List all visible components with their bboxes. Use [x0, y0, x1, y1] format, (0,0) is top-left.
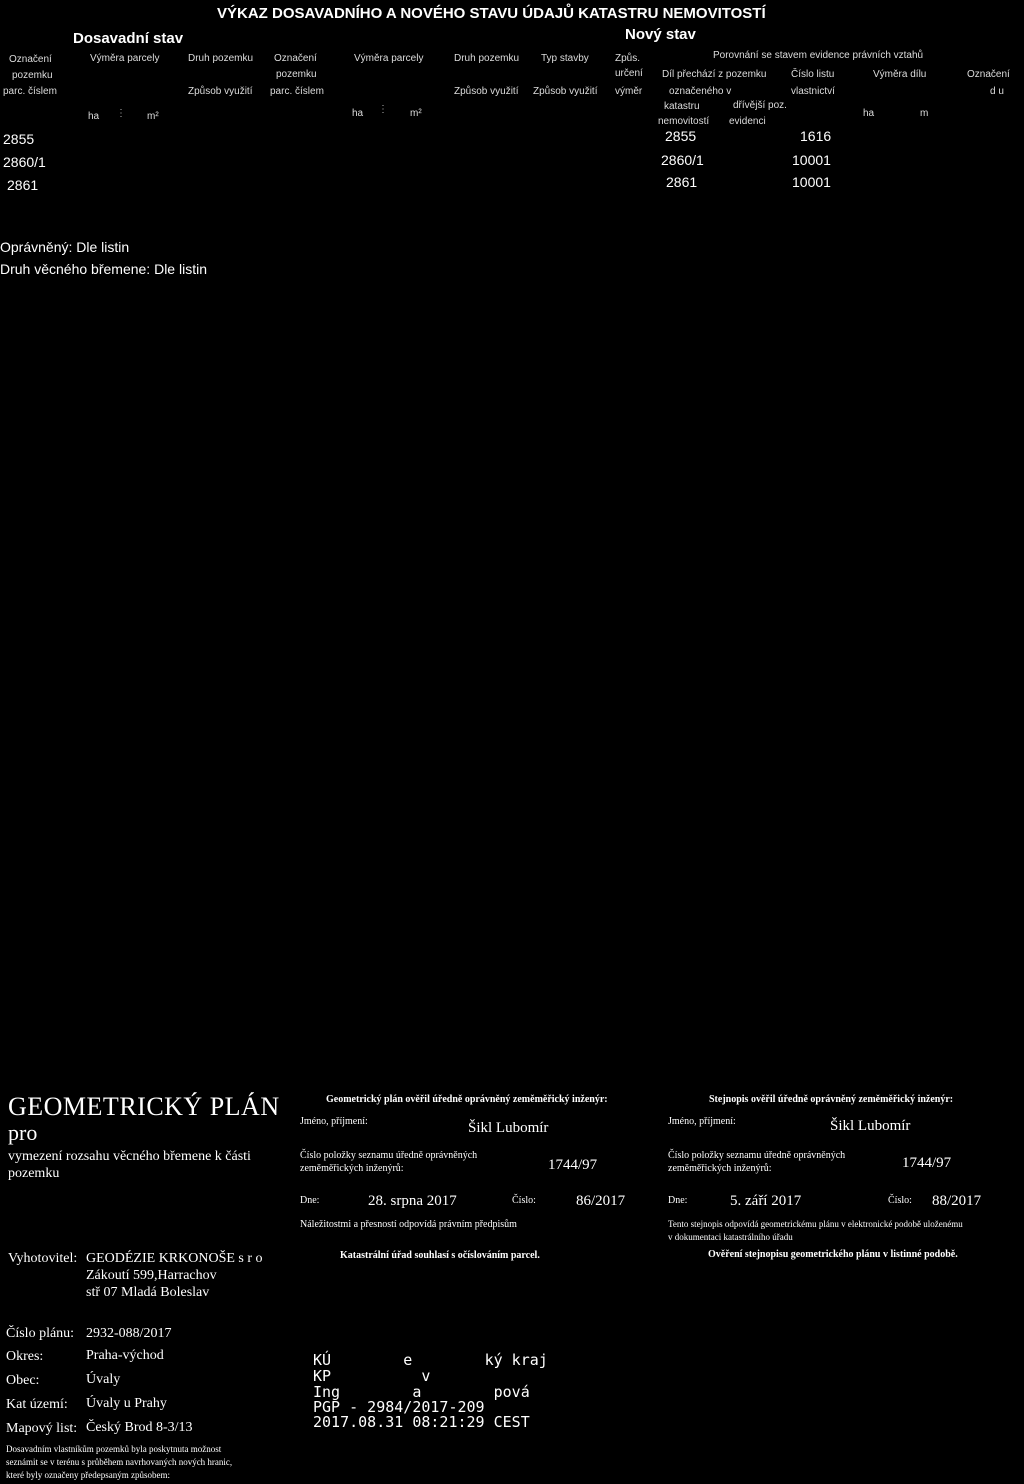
col-zpusob2: Způsob využití	[454, 86, 519, 97]
verify-name: Šikl Lubomír	[468, 1120, 549, 1136]
stamp-line-5: 2017.08.31 08:21:29 CEST	[313, 1413, 530, 1431]
col-dil-prechazi: Díl přechází z pozemku	[662, 69, 767, 80]
copy-dne: 5. září 2017	[730, 1193, 802, 1209]
col-porovnani: Porovnání se stavem evidence právních vztahů	[713, 50, 924, 61]
vyhotovitel-line-2: Zákoutí 599,Harrachov	[86, 1268, 217, 1283]
note-line-2: seznámit se v terénu s průběhem navrhovaných nových hranic,	[6, 1457, 233, 1467]
verify-dne: 28. srpna 2017	[368, 1193, 457, 1209]
col-zpusob3: Způsob využití	[533, 86, 598, 97]
kat-uzemi: Úvaly u Prahy	[86, 1396, 167, 1411]
new-state-heading: Nový stav	[625, 26, 696, 43]
col-oznaceni2-l1: Označení	[274, 53, 317, 64]
mapovy-list-label: Mapový list:	[6, 1421, 78, 1436]
cislo-planu-label: Číslo plánu:	[6, 1326, 75, 1341]
col-evidenci: evidenci	[729, 116, 766, 127]
unit-m2-2: m²	[410, 108, 422, 119]
col-typ-stavby: Typ stavby	[541, 53, 589, 64]
copy-name-label: Jméno, příjmení:	[668, 1116, 736, 1127]
unit-ha-2: ha	[352, 108, 364, 119]
copy-overeni: Ověření stejnopisu geometrického plánu v listinné podobě.	[708, 1249, 958, 1260]
verify-name-label: Jméno, příjmení:	[300, 1116, 368, 1127]
copy-cislo2: 88/2017	[932, 1193, 982, 1209]
copy-text-1: Tento stejnopis odpovídá geometrickému plánu v elektronické podobě uloženému	[668, 1219, 963, 1229]
cislo-planu: 2932-088/2017	[86, 1326, 172, 1341]
col-oznaceni-dilu-l1: Označení	[967, 69, 1010, 80]
plan-title: GEOMETRICKÝ PLÁN	[8, 1092, 280, 1121]
col-drivejsi: dřívější poz.	[733, 100, 787, 111]
verify-cislo: 1744/97	[548, 1157, 598, 1173]
col-nemovitosti: nemovitostí	[658, 116, 710, 127]
col-oznaceni-dilu-l2: d u	[990, 86, 1004, 97]
verify-cislo-label-2: zeměměřických inženýrů:	[300, 1163, 404, 1174]
report-title: VÝKAZ DOSAVADNÍHO A NOVÉHO STAVU ÚDAJŮ KATASTRU NEMOVITOSTÍ	[217, 5, 766, 22]
col-vymera: Výměra parcely	[90, 53, 160, 64]
verify-dne-label: Dne:	[300, 1195, 320, 1206]
row-lv: 10001	[792, 174, 831, 190]
unit-divider-2: ⋮	[378, 104, 388, 115]
verify-cislo-label-1: Číslo položky seznamu úředně oprávněných	[300, 1150, 478, 1161]
col-zpus-l1: Způs.	[615, 53, 641, 64]
stamp-line-1: KÚ e ký kraj	[313, 1351, 548, 1369]
row-parcel: 2861	[7, 177, 39, 193]
col-oznaceni-l1: Označení	[9, 54, 52, 65]
col-cislo-listu-l2: vlastnictví	[791, 86, 835, 97]
copy-heading: Stejnopis ověřil úředně oprávněný zeměměřický inženýr:	[709, 1094, 954, 1105]
copy-cislo2-label: Číslo:	[888, 1195, 912, 1206]
obec: Úvaly	[86, 1372, 121, 1387]
stamp-line-2: KP v	[313, 1367, 431, 1385]
row-from: 2855	[665, 128, 697, 144]
unit-m2: m²	[147, 111, 159, 122]
col-druh: Druh pozemku	[188, 53, 254, 64]
mapovy-list: Český Brod 8-3/13	[86, 1420, 193, 1435]
col-oznaceni2-l2: pozemku	[276, 69, 317, 80]
unit-ha-3: ha	[863, 108, 875, 119]
col-oznaceni-l2: pozemku	[12, 70, 53, 81]
col-zpus-l3: výměr	[615, 86, 643, 97]
vyhotovitel-label: Vyhotovitel:	[8, 1251, 78, 1266]
copy-dne-label: Dne:	[668, 1195, 688, 1206]
col-oznaceneho: označeného v	[669, 86, 732, 97]
col-katastru: katastru	[664, 101, 700, 112]
verify-katastralni: Katastrální úřad souhlasí s očíslováním parcel.	[340, 1250, 540, 1261]
plan-purpose: vymezení rozsahu věcného břemene k části pozemku	[8, 1149, 251, 1181]
col-zpusob: Způsob využití	[188, 86, 253, 97]
copy-cislo-label-2: zeměměřických inženýrů:	[668, 1163, 772, 1174]
old-state-heading: Dosavadní stav	[73, 30, 184, 47]
obec-label: Obec:	[6, 1373, 40, 1388]
note-line-1: Dosavadním vlastníkům pozemků byla poskytnuta možnost	[6, 1444, 222, 1454]
copy-text-2: v dokumentaci katastrálního úřadu	[668, 1232, 793, 1242]
col-zpus-l2: určení	[615, 68, 643, 79]
row-from: 2861	[666, 174, 698, 190]
row-lv: 1616	[800, 128, 832, 144]
stamp-line-3: Ing a pová	[313, 1383, 530, 1401]
unit-divider: ⋮	[116, 108, 126, 119]
copy-cislo: 1744/97	[902, 1155, 952, 1171]
row-from: 2860/1	[661, 152, 704, 168]
verify-heading: Geometrický plán ověřil úředně oprávněný zeměměřický inženýr:	[326, 1094, 608, 1105]
verify-cislo2-label: Číslo:	[512, 1195, 536, 1206]
unit-ha: ha	[88, 111, 100, 122]
col-vymera-dilu: Výměra dílu	[873, 69, 927, 80]
vyhotovitel-line-3: stř 07 Mladá Boleslav	[86, 1285, 210, 1300]
okres-label: Okres:	[6, 1349, 44, 1364]
opravneny: Oprávněný: Dle listin	[0, 239, 130, 255]
verify-cislo2: 86/2017	[576, 1193, 626, 1209]
note-line-3: které byly označeny předepsaným způsobem:	[6, 1470, 170, 1480]
row-parcel: 2855	[3, 131, 35, 147]
row-parcel: 2860/1	[3, 154, 46, 170]
druh-bremene: Druh věcného břemene: Dle listin	[0, 261, 207, 277]
col-vymera2: Výměra parcely	[354, 53, 424, 64]
stamp-line-4: PGP - 2984/2017-209	[313, 1398, 485, 1416]
verify-nalezitosti: Náležitostmi a přesností odpovídá právním předpisům	[300, 1219, 517, 1230]
copy-cislo-label-1: Číslo položky seznamu úředně oprávněných	[668, 1150, 846, 1161]
col-druh2: Druh pozemku	[454, 53, 520, 64]
col-oznaceni2-l3: parc. číslem	[270, 86, 324, 97]
kat-uzemi-label: Kat území:	[6, 1397, 68, 1412]
copy-name: Šikl Lubomír	[830, 1118, 911, 1134]
col-oznaceni-l3: parc. číslem	[3, 86, 57, 97]
okres: Praha-východ	[86, 1348, 164, 1363]
unit-m-3: m	[920, 108, 929, 119]
plan-pro: pro	[8, 1120, 38, 1145]
col-cislo-listu-l1: Číslo listu	[791, 69, 835, 80]
row-lv: 10001	[792, 152, 831, 168]
vyhotovitel-line-1: GEODÉZIE KRKONOŠE s r o	[86, 1251, 263, 1266]
